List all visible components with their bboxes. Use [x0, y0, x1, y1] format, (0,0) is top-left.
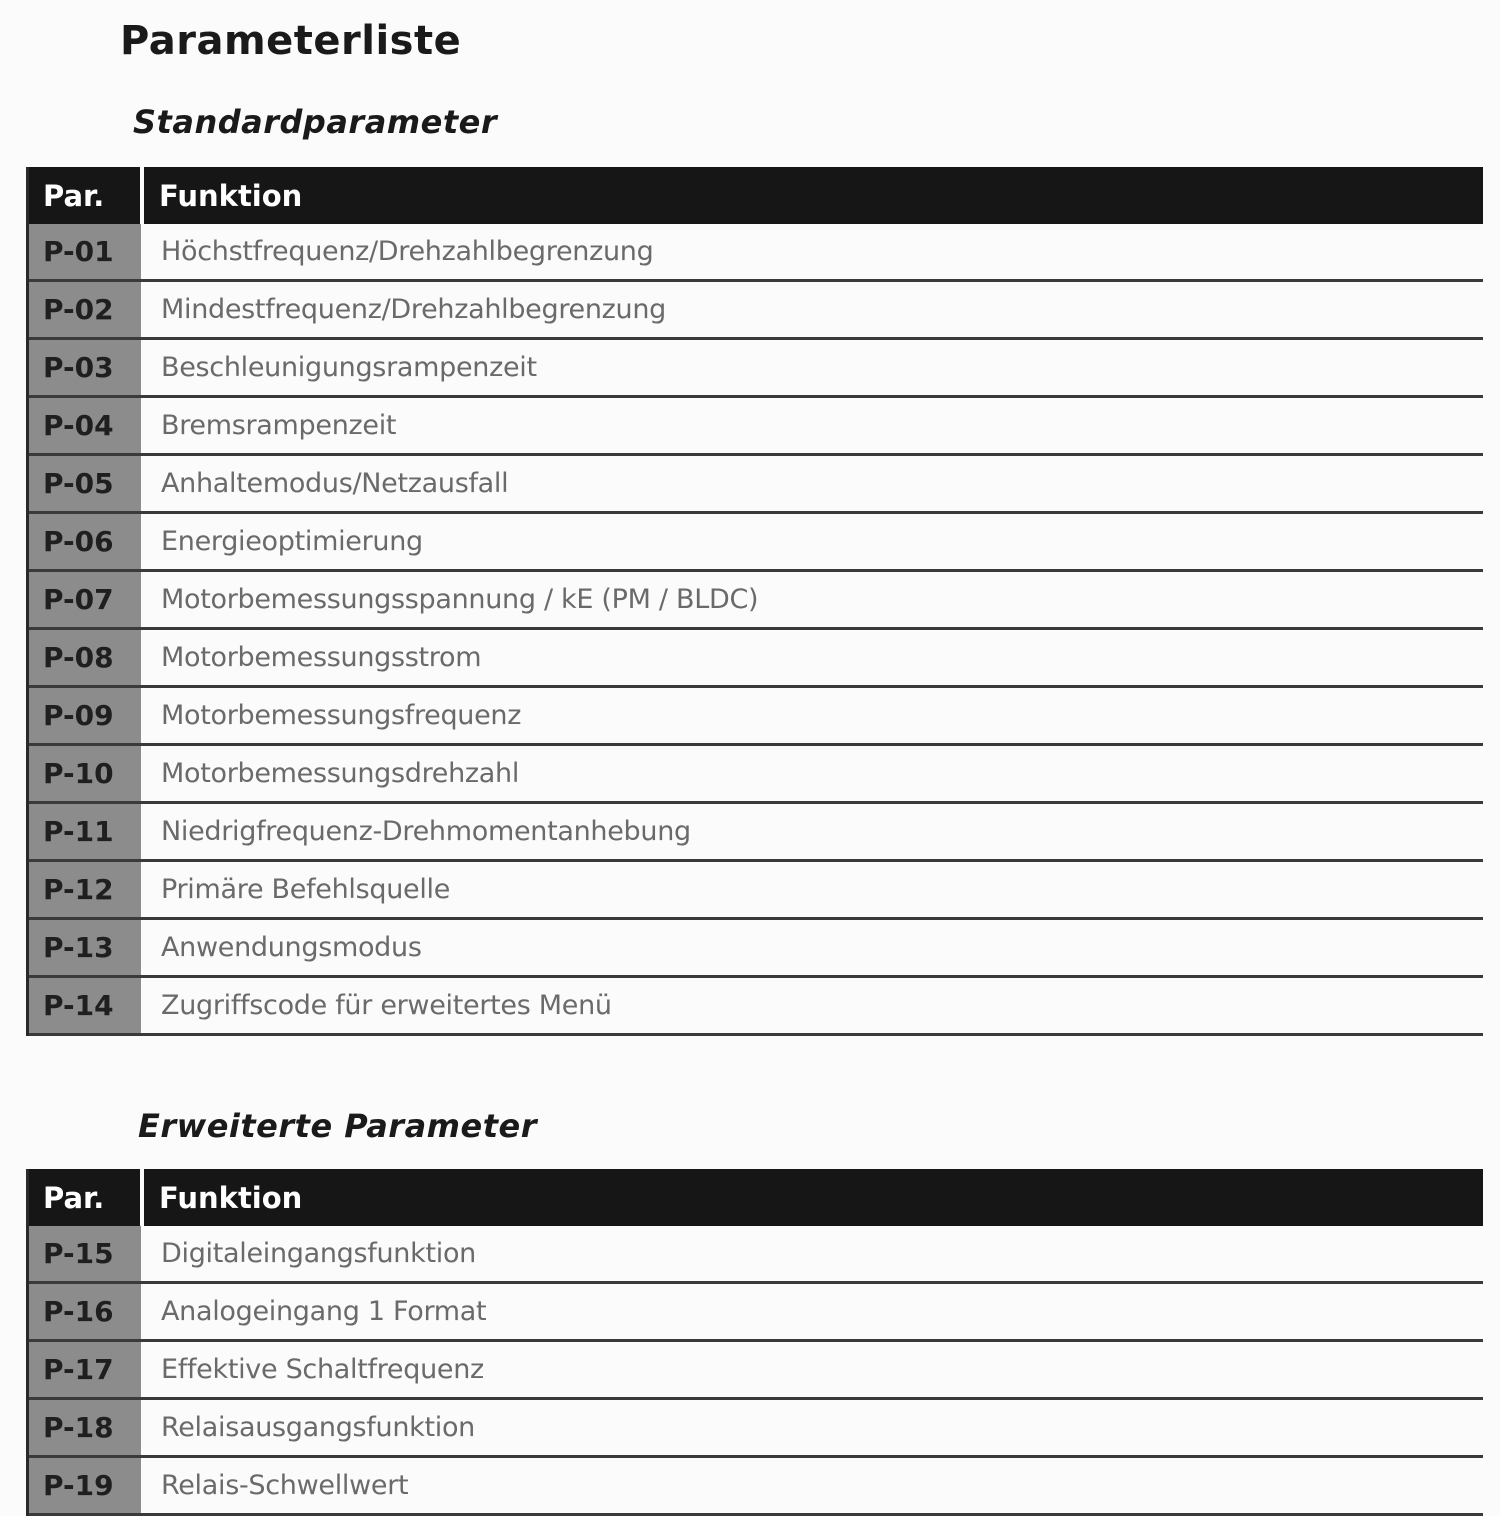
- parameter-function: Beschleunigungsrampenzeit: [161, 352, 537, 383]
- column-header-funktion: Funktion: [159, 1180, 303, 1215]
- standard-parameter-table: [26, 167, 1483, 1036]
- parameter-function: Analogeingang 1 Format: [161, 1296, 487, 1327]
- parameter-function: Motorbemessungsstrom: [161, 642, 482, 673]
- parameter-code: P-11: [29, 804, 144, 859]
- parameter-function: Niedrigfrequenz-Drehmomentanhebung: [161, 816, 691, 847]
- parameter-function: Anhaltemodus/Netzausfall: [161, 468, 509, 499]
- table-row: [29, 514, 1483, 572]
- parameter-code: P-15: [29, 1226, 144, 1281]
- extended-parameter-table: [26, 1169, 1483, 1516]
- table-row: [29, 688, 1483, 746]
- table-row: [29, 804, 1483, 862]
- parameter-function: Relais-Schwellwert: [161, 1470, 409, 1501]
- table-header: [29, 1169, 1483, 1226]
- parameter-code: P-07: [29, 572, 144, 627]
- parameter-code: P-08: [29, 630, 144, 685]
- table-row: [29, 978, 1483, 1036]
- table-row: [29, 1458, 1483, 1516]
- table-row: [29, 920, 1483, 978]
- parameter-code: P-02: [29, 282, 144, 337]
- table-row: [29, 340, 1483, 398]
- section-heading-extended: Erweiterte Parameter: [138, 1107, 537, 1145]
- table-row: [29, 1284, 1483, 1342]
- parameter-code: P-13: [29, 920, 144, 975]
- table-row: [29, 746, 1483, 804]
- parameter-code: P-04: [29, 398, 144, 453]
- table-body: [29, 224, 1483, 1036]
- section-heading-standard: Standardparameter: [133, 103, 498, 141]
- parameter-code: P-14: [29, 978, 144, 1033]
- parameter-code: P-16: [29, 1284, 144, 1339]
- table-row: [29, 282, 1483, 340]
- parameter-function: Mindestfrequenz/Drehzahlbegrenzung: [161, 294, 666, 325]
- parameter-function: Motorbemessungsfrequenz: [161, 700, 522, 731]
- table-row: [29, 224, 1483, 282]
- table-row: [29, 1342, 1483, 1400]
- parameter-function: Höchstfrequenz/Drehzahlbegrenzung: [161, 236, 654, 267]
- page-title: Parameterliste: [120, 18, 462, 64]
- column-header-par: Par.: [29, 1169, 144, 1226]
- parameter-function: Relaisausgangsfunktion: [161, 1412, 475, 1443]
- parameter-function: Motorbemessungsspannung / kE (PM / BLDC): [161, 584, 759, 615]
- table-row: [29, 398, 1483, 456]
- parameter-code: P-01: [29, 224, 144, 279]
- parameter-code: P-17: [29, 1342, 144, 1397]
- parameter-function: Energieoptimierung: [161, 526, 423, 557]
- parameter-code: P-06: [29, 514, 144, 569]
- table-body: [29, 1226, 1483, 1516]
- parameter-function: Primäre Befehlsquelle: [161, 874, 451, 905]
- parameter-function: Zugriffscode für erweitertes Menü: [161, 990, 612, 1021]
- parameter-code: P-18: [29, 1400, 144, 1455]
- table-row: [29, 862, 1483, 920]
- parameter-code: P-03: [29, 340, 144, 395]
- parameter-function: Anwendungsmodus: [161, 932, 422, 963]
- table-row: [29, 1226, 1483, 1284]
- table-row: [29, 572, 1483, 630]
- parameter-code: P-09: [29, 688, 144, 743]
- table-row: [29, 630, 1483, 688]
- parameter-function: Bremsrampenzeit: [161, 410, 397, 441]
- column-header-par: Par.: [29, 167, 144, 224]
- column-header-funktion: Funktion: [159, 178, 303, 213]
- parameter-code: P-10: [29, 746, 144, 801]
- table-row: [29, 1400, 1483, 1458]
- table-row: [29, 456, 1483, 514]
- parameter-function: Motorbemessungsdrehzahl: [161, 758, 520, 789]
- parameter-code: P-05: [29, 456, 144, 511]
- parameter-function: Effektive Schaltfrequenz: [161, 1354, 484, 1385]
- parameter-function: Digitaleingangsfunktion: [161, 1238, 476, 1269]
- table-header: [29, 167, 1483, 224]
- parameter-code: P-19: [29, 1458, 144, 1513]
- parameter-code: P-12: [29, 862, 144, 917]
